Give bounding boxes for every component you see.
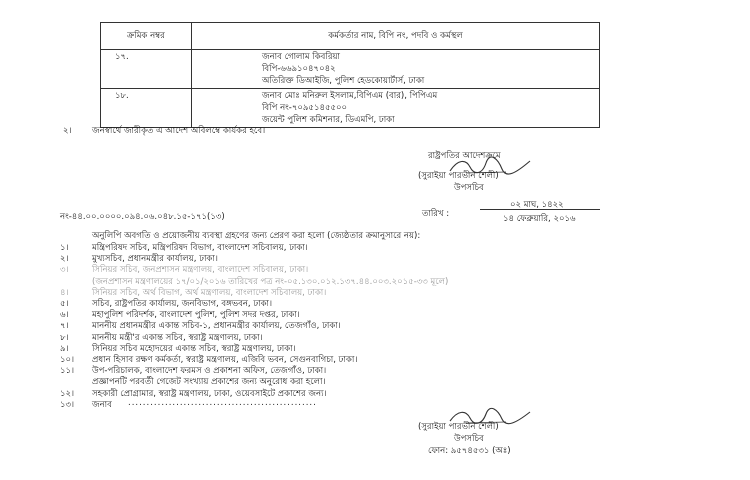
recipient-text: মন্ত্রিপরিষদ সচিব, মন্ত্রিপরিষদ বিভাগ, বাংলাদেশ সচিবালয়, ঢাকা। [92, 243, 308, 253]
order-line: রাষ্ট্রপতির আদেশক্রমে [428, 151, 501, 161]
table-header-details: কর্মকর্তার নাম, বিপি নং, পদবি ও কর্মস্থল [192, 23, 600, 50]
table-header-row [101, 23, 600, 50]
para2-text: জনস্বার্থে জারীকৃত এ আদেশ অবিলম্বে কার্যকর হবে। [92, 126, 266, 136]
recipient-blank-line: ................................................... [128, 397, 317, 408]
recipient-number: ৯। [60, 343, 69, 354]
date-divider [480, 209, 600, 210]
recipient-text: মুখ্যসচিব, প্রধানমন্ত্রীর কার্যালয়, ঢাকা। [92, 254, 218, 265]
table-cell-details [192, 50, 600, 89]
recipient-number: ৮। [60, 332, 69, 343]
recipient-number: ১১। [60, 366, 75, 377]
recipient-text: উপ-পরিচালক, বাংলাদেশ ফরমস ও প্রকাশনা অফিস, তেজগাঁও, ঢাকা। [92, 366, 327, 377]
recipient-text: সিনিয়র সচিব, জনপ্রশাসন মন্ত্রণালয়, বাংলাদেশ সচিবালয়, ঢাকা। [92, 265, 309, 276]
table-cell-serial: ১৮. [101, 89, 192, 128]
signatory-name: (সুরাইয়া পারভীন শেলী) [418, 171, 499, 181]
recipient-text: সিনিয়র সচিব, অর্থ বিভাগ, অর্থ মন্ত্রণালয়, বাংলাদেশ সচিবালয়, ঢাকা। [92, 287, 327, 298]
officers-table [100, 22, 600, 128]
table-cell-details [192, 89, 600, 128]
copy-intro: অনুলিপি অবগতি ও প্রয়োজনীয় ব্যবস্থা গ্রহণের জন্য প্রেরণ করা হলো (জ্যেষ্ঠতার ক্রমানুসারে নয়): [92, 231, 421, 241]
recipient-text: সিনিয়র সচিব মহোদয়ের একান্ত সচিব, স্বরাষ্ট্র মন্ত্রণালয়, ঢাকা। [92, 343, 296, 354]
officer-bp: বিপি নং-৭০৯৫১৪৫৫০০ [262, 103, 348, 113]
table-row [101, 50, 600, 89]
recipient-text: (জনপ্রশাসন মন্ত্রণালয়ের ১৭/০১/২০১৬ তারিখের পত্র নং-০৫.১৩০.০১২.১৩৭.৪৪.০০৩.২০১৫-৩৩ মূলে) [92, 276, 449, 287]
date-bangla: ০২ মাঘ, ১৪২২ [510, 200, 564, 210]
table-header-serial: ক্রমিক নম্বর [101, 23, 192, 50]
recipient-text: জনাব [92, 399, 112, 410]
recipient-number: ১০। [60, 355, 75, 365]
date-label: তারিখ : [422, 209, 450, 219]
recipient-text: মহাপুলিশ পরিদর্শক, বাংলাদেশ পুলিশ, পুলিশ সদর দপ্তর, ঢাকা। [92, 310, 300, 321]
phone-number: ফোন: ৯৫৭৪৫৩১ (অঃ) [428, 446, 511, 456]
signatory-title: উপসচিব [454, 183, 484, 193]
officer-post: অতিরিক্ত ডিআইজি, পুলিশ হেডকোয়ার্টার্স, ঢাকা [262, 76, 425, 86]
recipient-number: ১৩। [60, 399, 75, 410]
para2-number: ২। [63, 126, 72, 136]
recipient-text: সচিব, রাষ্ট্রপতির কার্যালয়, জনবিভাগ, বঙ্গভবন, ঢাকা। [92, 299, 273, 309]
signatory-title-2: উপসচিব [454, 434, 484, 444]
signatory-name-2: (সুরাইয়া পারভীন শেলী) [418, 422, 499, 432]
recipient-number: ৪। [60, 287, 69, 298]
recipient-number: ১২। [60, 388, 75, 399]
table-cell-serial: ১৭. [101, 50, 192, 89]
recipient-number: ২। [60, 254, 69, 265]
officer-name: জনাব গোলাম কিবরিয়া [262, 52, 340, 62]
recipient-number: ৩। [60, 265, 69, 276]
recipient-text: সহকারী প্রোগ্রামার, স্বরাষ্ট্র মন্ত্রণালয়, ঢাকা, ওয়েবসাইটে প্রকাশের জন্য। [92, 388, 327, 399]
recipient-number: ১। [60, 243, 69, 253]
recipient-text: প্রধান হিসাব রক্ষণ কর্মকর্তা, স্বরাষ্ট্র মন্ত্রণালয়, এজিবি ভবন, সেগুনবাগিচা, ঢাকা। [92, 355, 358, 365]
recipient-text: প্রজ্ঞাপনটি পরবর্তী গেজেট সংখ্যায় প্রকাশের জন্য অনুরোধ করা হলো। [92, 377, 326, 388]
date-english: ১৪ ফেব্রুয়ারি, ২০১৬ [503, 214, 576, 224]
recipient-text: মাননীয় মন্ত্রী'র একান্ত সচিব, স্বরাষ্ট্র মন্ত্রণালয়, ঢাকা। [92, 332, 263, 343]
memo-number: নং-৪৪.০০.০০০০.০৯৪.০৬.০৪৮.১৫-১৭১(১৩) [60, 212, 225, 222]
officer-post: জয়েন্ট পুলিশ কমিশনার, ডিএমপি, ঢাকা [262, 115, 395, 125]
recipient-text: মাননীয় প্রধানমন্ত্রীর একান্ত সচিব-১, প্রধানমন্ত্রীর কার্যালয়, তেজগাঁও, ঢাকা। [92, 321, 341, 332]
officer-bp: বিপি-৬৬৯১০৪৭০৪২ [262, 64, 336, 74]
officer-name: জনাব মোঃ মনিরুল ইসলাম,বিপিএম (বার), পিপিএম [262, 91, 438, 101]
recipient-number: ৬। [60, 310, 69, 321]
table-row [101, 89, 600, 128]
recipient-number: ৭। [60, 321, 69, 332]
recipient-number: ৫। [60, 299, 69, 309]
